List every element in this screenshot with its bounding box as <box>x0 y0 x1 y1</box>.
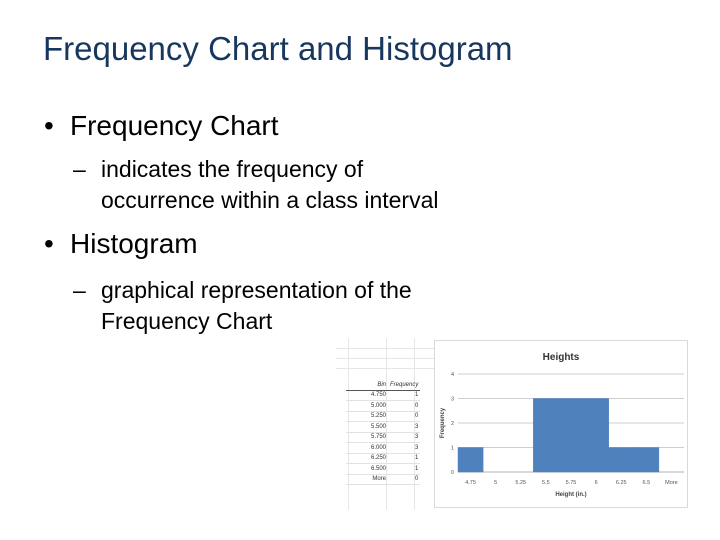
histogram-svg <box>434 340 688 508</box>
frequency-cell: 0 <box>388 474 420 485</box>
histogram-figure <box>330 338 688 510</box>
frequency-cell: 0 <box>388 401 420 412</box>
histogram-bar <box>584 399 609 473</box>
x-tick-label: 6.5 <box>642 480 651 486</box>
frequency-cell: 0 <box>388 411 420 422</box>
bin-cell: 5.750 <box>346 432 388 443</box>
bin-cell: 4.750 <box>346 390 388 401</box>
sub-line-1: graphical representation of the <box>101 277 412 303</box>
bin-cell: 6.000 <box>346 443 388 454</box>
sub-dash: – <box>73 277 86 303</box>
frequency-cell: 3 <box>388 443 420 454</box>
y-tick-label: 4 <box>450 372 454 378</box>
table-row <box>346 443 420 454</box>
table-row <box>346 432 420 443</box>
bin-cell: 6.250 <box>346 453 388 464</box>
bullet-dot: • <box>44 110 54 141</box>
table-row <box>346 411 420 422</box>
table-row <box>346 453 420 464</box>
y-axis-label: Frequency <box>440 407 446 439</box>
bin-cell: 5.500 <box>346 422 388 433</box>
sub-line-1: indicates the frequency of <box>101 156 364 182</box>
table-row <box>346 464 420 475</box>
subbullet-frequency-chart <box>73 154 438 216</box>
x-tick-label: 5.5 <box>542 480 550 486</box>
bin-cell: 5.000 <box>346 401 388 412</box>
histogram-bar <box>634 448 659 473</box>
x-tick-label: 4.75 <box>465 480 476 486</box>
bin-cell: 6.500 <box>346 464 388 475</box>
subbullet-histogram <box>73 275 412 337</box>
y-tick-label: 2 <box>450 421 454 427</box>
frequency-cell: 1 <box>388 453 420 464</box>
table-row <box>346 390 420 401</box>
y-tick-label: 3 <box>450 396 454 403</box>
frequency-table-sheet <box>336 338 440 510</box>
x-tick-label: More <box>665 480 678 486</box>
bullet-text: Histogram <box>70 228 198 259</box>
x-tick-label: 5.25 <box>515 480 527 486</box>
histogram-chart <box>434 340 688 508</box>
y-tick-label: 1 <box>450 445 454 452</box>
x-tick-label: 5 <box>494 480 498 486</box>
frequency-cell: 1 <box>388 390 420 401</box>
histogram-bar <box>609 448 634 473</box>
header-frequency: Frequency <box>388 380 420 390</box>
header-bin: Bin <box>346 380 388 390</box>
histogram-bar <box>458 448 483 473</box>
frequency-table <box>346 380 420 485</box>
frequency-cell: 3 <box>388 432 420 443</box>
sub-dash: – <box>73 156 86 182</box>
y-tick-label: 0 <box>450 470 454 476</box>
sub-line-2: occurrence within a class interval <box>101 187 439 213</box>
sub-line-2: Frequency Chart <box>101 308 273 334</box>
slide-title: Frequency Chart and Histogram <box>43 30 513 67</box>
bullet-frequency-chart <box>44 110 279 142</box>
bullet-histogram <box>44 228 198 260</box>
bullet-text: Frequency Chart <box>70 110 279 141</box>
bin-cell: More <box>346 474 388 485</box>
frequency-cell: 3 <box>388 422 420 433</box>
table-header-row <box>346 380 420 390</box>
frequency-cell: 1 <box>388 464 420 475</box>
x-tick-label: 6 <box>594 480 598 486</box>
table-row <box>346 401 420 412</box>
histogram-bar <box>533 399 558 473</box>
x-tick-label: 5.75 <box>565 480 577 486</box>
histogram-bar <box>558 399 583 473</box>
bin-cell: 5.250 <box>346 411 388 422</box>
x-axis-label: Height (in.) <box>555 492 587 498</box>
chart-title: Heights <box>542 352 580 363</box>
x-tick-label: 6.25 <box>615 480 627 486</box>
table-row <box>346 474 420 485</box>
table-row <box>346 422 420 433</box>
bullet-dot: • <box>44 228 54 259</box>
